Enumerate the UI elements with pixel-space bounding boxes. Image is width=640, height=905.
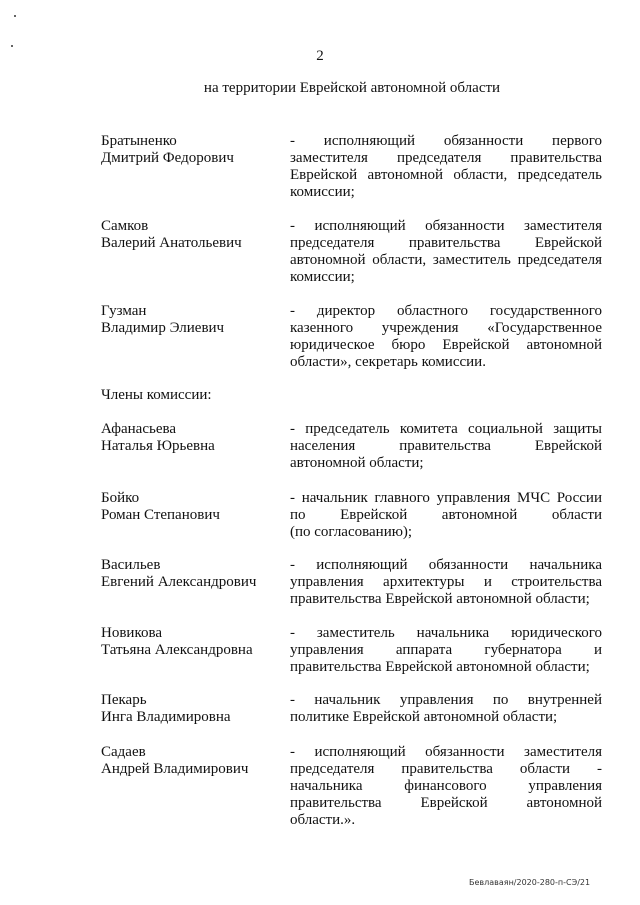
role-line: комиссии;	[290, 184, 355, 200]
scan-speck	[14, 15, 16, 17]
member-name	[101, 303, 286, 337]
role-line: области.».	[290, 812, 356, 828]
member-given-name: Дмитрий Федорович	[101, 150, 234, 166]
member-role	[290, 490, 602, 541]
role-line: правительства Еврейской автономной области;	[290, 591, 590, 607]
member-surname: Садаев	[101, 744, 146, 760]
role-line: - исполняющий обязанности заместителя	[290, 744, 602, 760]
role-line: автономной области, заместитель председателя	[290, 252, 602, 268]
page-number: 2	[316, 48, 324, 64]
role-line: - начальник управления по внутренней	[290, 692, 602, 708]
member-given-name: Роман Степанович	[101, 507, 220, 523]
role-line: управления архитектуры и строительства	[290, 574, 602, 590]
member-surname: Афанасьева	[101, 421, 177, 437]
role-line: автономной области;	[290, 455, 424, 471]
member-name	[101, 133, 286, 167]
role-line: управления аппарата губернатора и	[290, 642, 602, 658]
document-reference-code: Бевлаваян/2020-280-п-СЭ/21	[469, 878, 591, 887]
role-line: (по согласованию);	[290, 524, 413, 540]
member-name	[101, 692, 286, 726]
role-line: - заместитель начальника юридического	[290, 625, 602, 641]
member-surname: Гузман	[101, 303, 147, 319]
role-line: Еврейской автономной области, председатель	[290, 167, 602, 183]
role-line: начальника финансового управления	[290, 778, 602, 794]
role-line: - председатель комитета социальной защиты	[290, 421, 602, 437]
member-role	[290, 303, 602, 371]
role-line: председателя правительства области -	[290, 761, 602, 777]
member-surname: Васильев	[101, 557, 161, 573]
member-surname: Самков	[101, 218, 149, 234]
member-name	[101, 557, 286, 591]
member-given-name: Владимир Элиевич	[101, 320, 225, 336]
member-name	[101, 744, 286, 778]
members-section-title: Члены комиссии:	[101, 387, 212, 403]
member-given-name: Евгений Александрович	[101, 574, 257, 590]
role-line: комиссии;	[290, 269, 355, 285]
role-line: заместителя председателя правительства	[290, 150, 602, 166]
role-line: - исполняющий обязанности начальника	[290, 557, 602, 573]
member-surname: Новикова	[101, 625, 163, 641]
member-name	[101, 218, 286, 252]
role-line: правительства Еврейской автономной области;	[290, 659, 590, 675]
member-role	[290, 692, 602, 726]
role-line: - директор областного государственного	[290, 303, 602, 319]
role-line: по Еврейской автономной области	[290, 507, 602, 523]
commission-heading: на территории Еврейской автономной области	[203, 80, 501, 96]
member-given-name: Валерий Анатольевич	[101, 235, 242, 251]
role-line: казенного учреждения «Государственное	[290, 320, 602, 336]
role-line: области», секретарь комиссии.	[290, 354, 486, 370]
member-surname: Пекарь	[101, 692, 147, 708]
member-surname: Бойко	[101, 490, 140, 506]
scan-speck	[11, 45, 13, 47]
role-line: - исполняющий обязанности заместителя	[290, 218, 602, 234]
role-line: правительства Еврейской автономной	[290, 795, 602, 811]
member-role	[290, 625, 602, 676]
member-given-name: Татьяна Александровна	[101, 642, 253, 658]
member-role	[290, 133, 602, 201]
member-role	[290, 421, 602, 472]
member-given-name: Андрей Владимирович	[101, 761, 249, 777]
member-name	[101, 490, 286, 524]
member-name	[101, 625, 286, 659]
member-role	[290, 218, 602, 286]
role-line: населения правительства Еврейской	[290, 438, 602, 454]
role-line: председателя правительства Еврейской	[290, 235, 602, 251]
member-role	[290, 744, 602, 829]
member-given-name: Наталья Юрьевна	[101, 438, 215, 454]
member-given-name: Инга Владимировна	[101, 709, 231, 725]
role-line: - исполняющий обязанности первого	[290, 133, 602, 149]
member-role	[290, 557, 602, 608]
member-name	[101, 421, 286, 455]
member-surname: Братыненко	[101, 133, 177, 149]
role-line: юридическое бюро Еврейской автономной	[290, 337, 602, 353]
role-line: - начальник главного управления МЧС России	[290, 490, 602, 506]
role-line: политике Еврейской автономной области;	[290, 709, 558, 725]
